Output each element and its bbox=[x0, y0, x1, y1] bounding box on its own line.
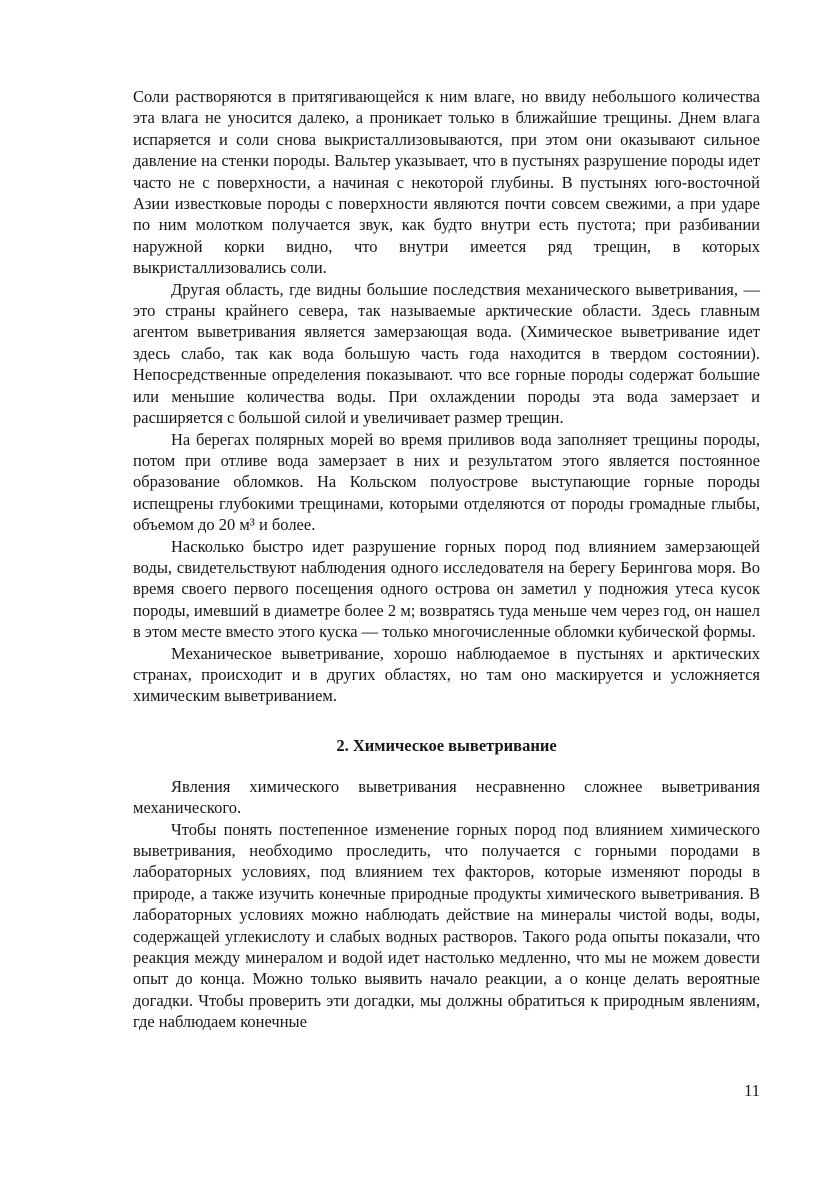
paragraph-salts: Соли растворяются в притягивающейся к ним влаге, но ввиду небольшого количества эта влага не уносится далеко, а проникает только в ближайшие трещины. Днем влага испаряется и соли снова выкристаллизовываются, при этом они оказывают сильное давление на стенки породы. Вальтер указывает, что в пустынях разрушение породы идет часто не с поверхности, а начиная с некоторой глубины. В пустынях юго-восточной Азии известковые породы с поверхности являются почти совсем свежими, а при ударе по ним молотком получается звук, как будто внутри есть пустота; при разбивании наружной корки видно, что внутри имеется ряд трещин, в которых выкристаллизовались соли. bbox=[133, 87, 760, 278]
paragraph-arctic: Другая область, где видны большие последствия механического выветривания, — это страны крайнего севера, так называемые арктические области. Здесь главным агентом выветривания является замерзающая вода. (Химическое выветривание идет здесь слабо, так как вода большую часть года находится в твердом состоянии). Непосредственные определения показывают. что все горные породы содержат большие или меньшие количества воды. При охлаждении породы эта вода замерзает и расширяется с большой силой и увеличивает размер трещин. bbox=[133, 279, 760, 428]
paragraph-bering-sea: Насколько быстро идет разрушение горных пород под влиянием замерзающей воды, свидетельствуют наблюдения одного исследователя на берегу Берингова моря. Во время своего первого посещения одного острова он заметил у подножия утеса кусок породы, имевший в диаметре более 2 м; возвратясь туда меньше чем через год, он нашел в этом месте вместо этого куска — только многочисленные обломки кубической формы. bbox=[133, 536, 760, 642]
paragraph-mechanical-summary: Механическое выветривание, хорошо наблюдаемое в пустынях и арктических странах, происходит и в других областях, но там оно маскируется и усложняется химическим выветриванием. bbox=[133, 643, 760, 706]
section-heading: 2. Химическое выветривание bbox=[336, 735, 557, 755]
paragraph-chemical-lab: Чтобы понять постепенное изменение горных пород под влиянием химического выветривания, необходимо проследить, что получается с горными породами в лабораторных условиях, под влиянием тех факторов, которые изменяют породы в природе, а также изучить конечные природные продукты химического выветривания. В лабораторных условиях можно наблюдать действие на минералы чистой воды, воды, содержащей углекислоту и слабых водных растворов. Такого рода опыты показали, что реакция между минералом и водой идет настолько медленно, что мы не можем довести опыт до конца. Можно только выявить начало реакции, а о конце делать вероятные догадки. Чтобы проверить эти догадки, мы должны обратиться к природным явлениям, где наблюдаем конечные bbox=[133, 819, 760, 1032]
page-body bbox=[133, 86, 760, 1033]
page-number: 11 bbox=[744, 1081, 760, 1100]
paragraph-polar-seas: На берегах полярных морей во время приливов вода заполняет трещины породы, потом при отливе вода замерзает в них и результатом этого является постоянное образование обломков. На Кольском полуострове выступающие горные породы испещрены глубокими трещинами, которыми отделяются от породы громадные глыбы, объемом до 20 м³ и более. bbox=[133, 429, 760, 535]
paragraph-chemical-intro: Явления химического выветривания несравненно сложнее выветривания механического. bbox=[133, 776, 760, 818]
